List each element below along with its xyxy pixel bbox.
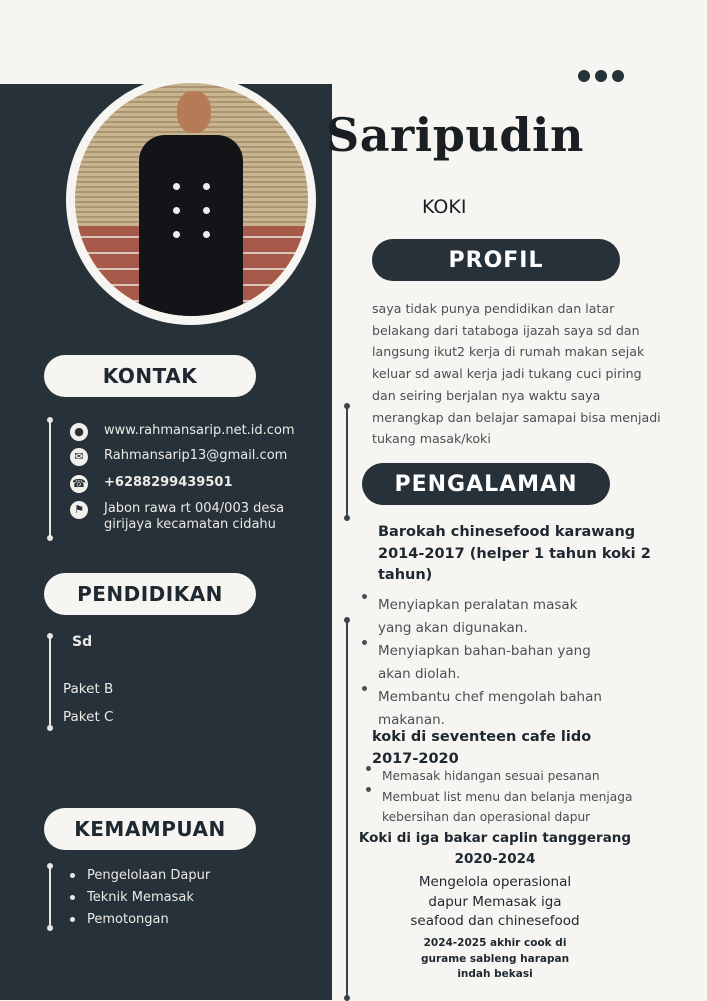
list-item: Pemotongan [70,908,210,930]
job-description: Mengelola operasional dapur Memasak iga seafood dan chinesefood [410,874,580,929]
profile-photo [75,83,308,316]
photo-button [173,231,180,238]
list-item: Membantu chef mengolah bahan makanan. [362,686,602,732]
job-title: Koki di iga bakar caplin tanggerang 2020-2024 [358,830,632,867]
phone-icon: ☎ [70,475,88,493]
timeline-line [346,406,348,518]
profile-heading: PROFIL [372,239,620,281]
photo-button [203,231,210,238]
education-item: Paket C [63,709,114,725]
list-item: Menyiapkan peralatan masak yang akan digunakan. [362,594,602,640]
experience-heading: PENGALAMAN [362,463,610,505]
education-heading: PENDIDIKAN [44,573,256,615]
contact-email[interactable]: ✉ Rahmansarip13@gmail.com [70,448,287,466]
skills-list [70,864,210,930]
job-title: koki di seventeen cafe lido 2017-2020 [372,729,592,767]
contact-line [49,420,51,538]
job-duties-list [366,766,632,828]
list-item: Menyiapkan bahan-bahan yang akan diolah. [362,640,602,686]
location-pin-icon: ⚑ [70,501,88,519]
skills-heading: KEMAMPUAN [44,808,256,850]
list-item: Pengelolaan Dapur [70,864,210,886]
job-entry-latest: 2024-2025 akhir cook di gurame sableng harapan indah bekasi [420,937,570,980]
education-item: Paket B [63,681,114,697]
person-name: Saripudin [326,108,584,162]
contact-website[interactable]: ● www.rahmansarip.net.id.com [70,423,295,441]
photo-button [203,207,210,214]
job-title: Barokah chinesefood karawang 2014-2017 (helper 1 tahun koki 2 tahun) [378,524,651,583]
contact-heading: KONTAK [44,355,256,397]
globe-icon: ● [70,423,88,441]
education-line [49,636,51,728]
job-role: KOKI [422,196,467,218]
photo-button [203,183,210,190]
photo-button [173,183,180,190]
education-item: Sd [72,634,93,650]
list-item: Membuat list menu dan belanja menjaga kebersihan dan operasional dapur [366,787,632,828]
list-item: Teknik Memasak [70,886,210,908]
photo-chef-jacket [139,135,243,316]
photo-button [173,207,180,214]
contact-address: ⚑ Jabon rawa rt 004/003 desa girijaya kecamatan cidahu [70,501,284,533]
skills-line [49,866,51,928]
list-item: Memasak hidangan sesuai pesanan [366,766,632,787]
contact-phone[interactable]: ☎ +6288299439501 [70,475,232,493]
photo-head [177,91,211,133]
mail-icon: ✉ [70,448,88,466]
profile-text: saya tidak punya pendidikan dan latar belakang dari tataboga ijazah saya sd dan langsung ikut2 kerja di rumah makan sejak keluar sd awal kerja jadi tukang cuci piring dan seiring berjalan nya waktu saya merangkap dan belajar samapai bisa menjadi tukang masak/koki [372,301,661,447]
job-duties-list [362,594,602,732]
more-dots-icon [578,70,624,82]
